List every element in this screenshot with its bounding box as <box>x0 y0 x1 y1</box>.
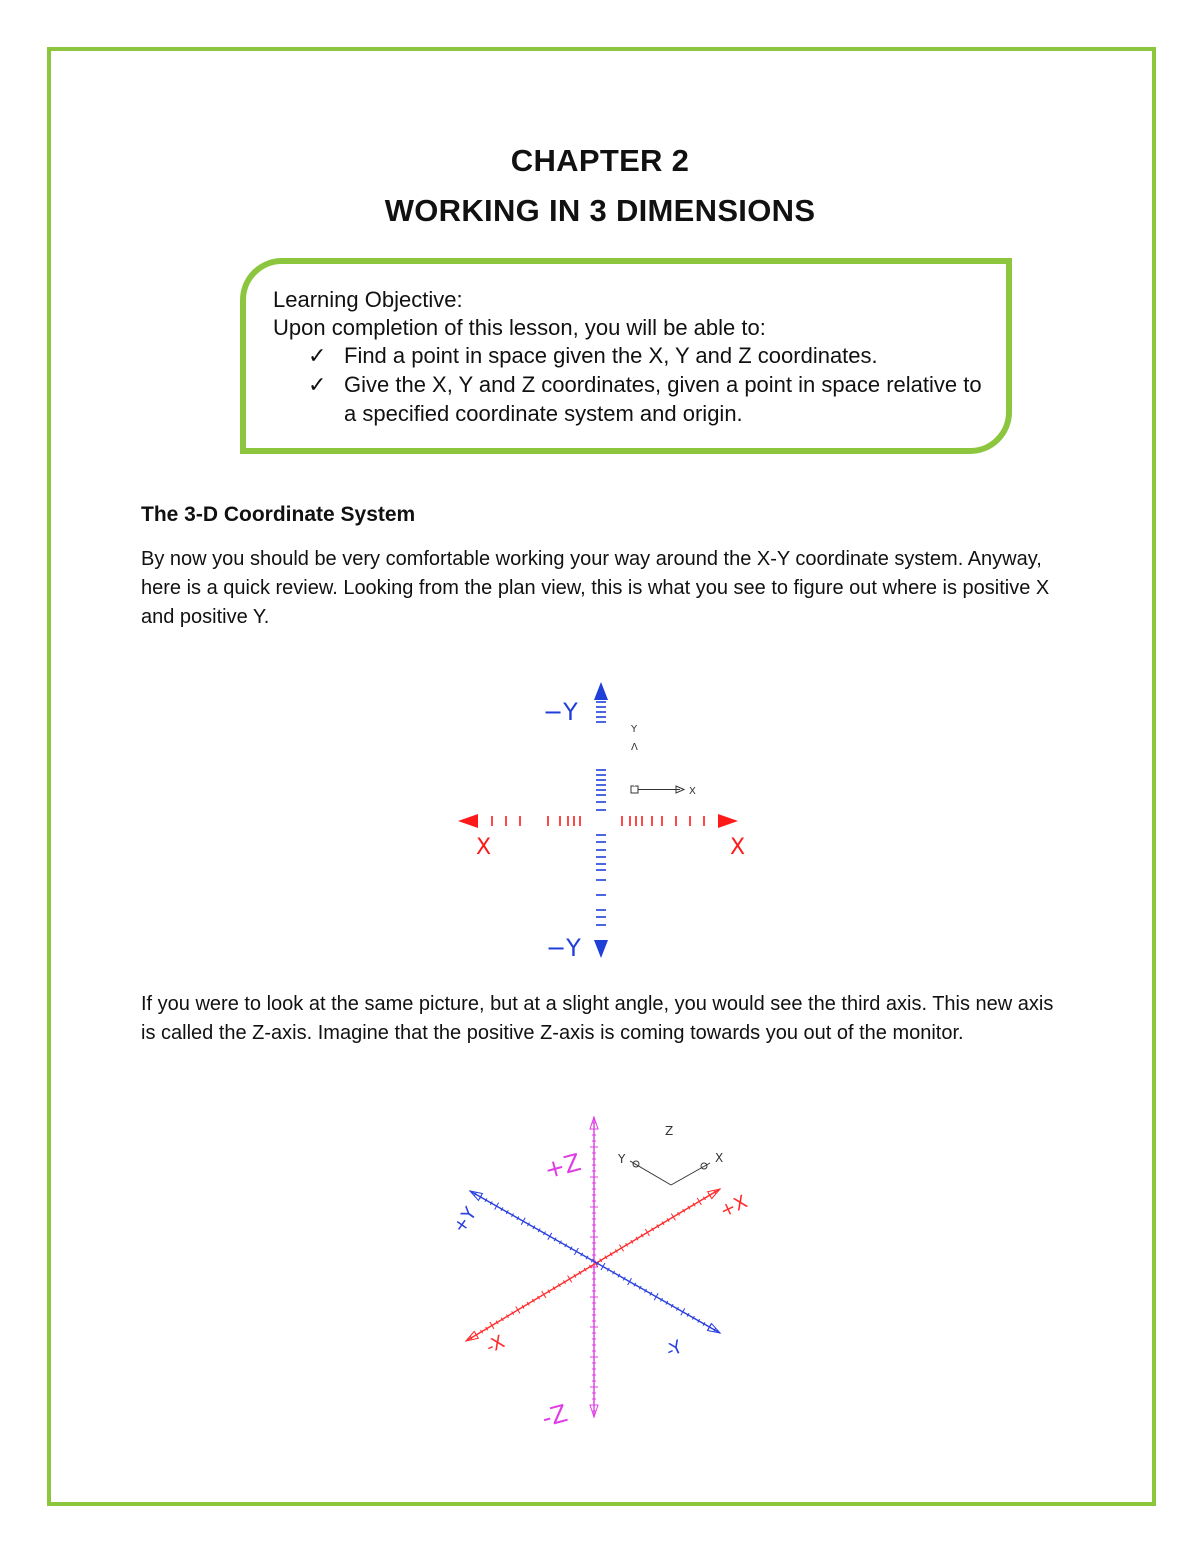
objective-title: Learning Objective: <box>273 287 463 312</box>
objective-intro: Upon completion of this lesson, you will be able to: <box>273 315 766 340</box>
paragraph-z-axis: If you were to look at the same picture, but at a slight angle, you would see the third axis. This new axis is called the Z-axis. Imagine that the positive Z-axis is coming towards you out of the monitor. <box>141 993 1054 1044</box>
x-axis-tick <box>568 1276 572 1283</box>
y-axis-arrowhead <box>470 1191 482 1200</box>
chapter-title: WORKING IN 3 DIMENSIONS <box>384 193 816 228</box>
ucs-label-z: Z <box>665 1124 674 1138</box>
y-axis-arrowhead <box>708 1324 720 1333</box>
x-axis-arrowhead <box>466 1331 478 1341</box>
y-arrowhead-down <box>594 940 608 958</box>
x-axis-tick <box>516 1307 520 1314</box>
x-axis-tick <box>619 1245 623 1252</box>
ucs-icon <box>630 724 696 797</box>
paragraph-xy-review: By now you should be very comfortable working your way around the X-Y coordinate system. Anyway, here is a quick review. Looking from the plan view, this is what you see to figure out where is positive X and positive Y. <box>141 548 1050 628</box>
ucs-label-y: Y <box>631 724 638 735</box>
ucs-label-x: X <box>689 786 696 797</box>
check-icon: ✓ <box>308 343 327 368</box>
x-axis <box>466 1189 720 1341</box>
x-axis-tick <box>542 1291 546 1298</box>
section-heading: The 3-D Coordinate System <box>141 503 416 526</box>
x-axis-tick <box>697 1198 701 1205</box>
x-arrowhead-right <box>718 814 738 828</box>
label-neg-y-top: −Y <box>543 698 578 726</box>
chapter-number: CHAPTER 2 <box>510 143 690 178</box>
label-pos-z: +Z <box>541 1148 585 1185</box>
x-axis-tick <box>490 1322 494 1329</box>
x-axis-tick <box>671 1213 675 1220</box>
ucs-icon-3d <box>617 1124 723 1185</box>
x-axis-tick <box>645 1229 649 1236</box>
xyz-3d-diagram <box>440 1105 770 1435</box>
label-pos-x: +X <box>716 1191 751 1223</box>
ucs-label-y: Y <box>618 1152 626 1166</box>
objective-bullet-1: Find a point in space given the X, Y and Z coordinates. <box>344 343 878 368</box>
label-x-right: X <box>730 835 746 860</box>
xy-plan-view-diagram <box>440 670 770 970</box>
svg-text:Λ: Λ <box>631 742 638 753</box>
label-neg-y-bottom: −Y <box>546 934 581 962</box>
objective-bullet-2: Give the X, Y and Z coordinates, given a point in space relative to a specified coordinate system and origin. <box>344 372 982 426</box>
x-axis-arrowhead <box>708 1189 720 1199</box>
x-arrowhead-left <box>458 814 478 828</box>
check-icon: ✓ <box>308 372 327 397</box>
label-neg-x: -X <box>482 1331 509 1359</box>
y-arrowhead-up <box>594 682 608 700</box>
label-pos-y: +Y <box>449 1203 482 1238</box>
ucs-label-x: X <box>715 1151 724 1165</box>
label-neg-z: -Z <box>538 1399 571 1433</box>
label-neg-y: -Y <box>662 1336 686 1363</box>
label-x-left: X <box>476 835 492 860</box>
